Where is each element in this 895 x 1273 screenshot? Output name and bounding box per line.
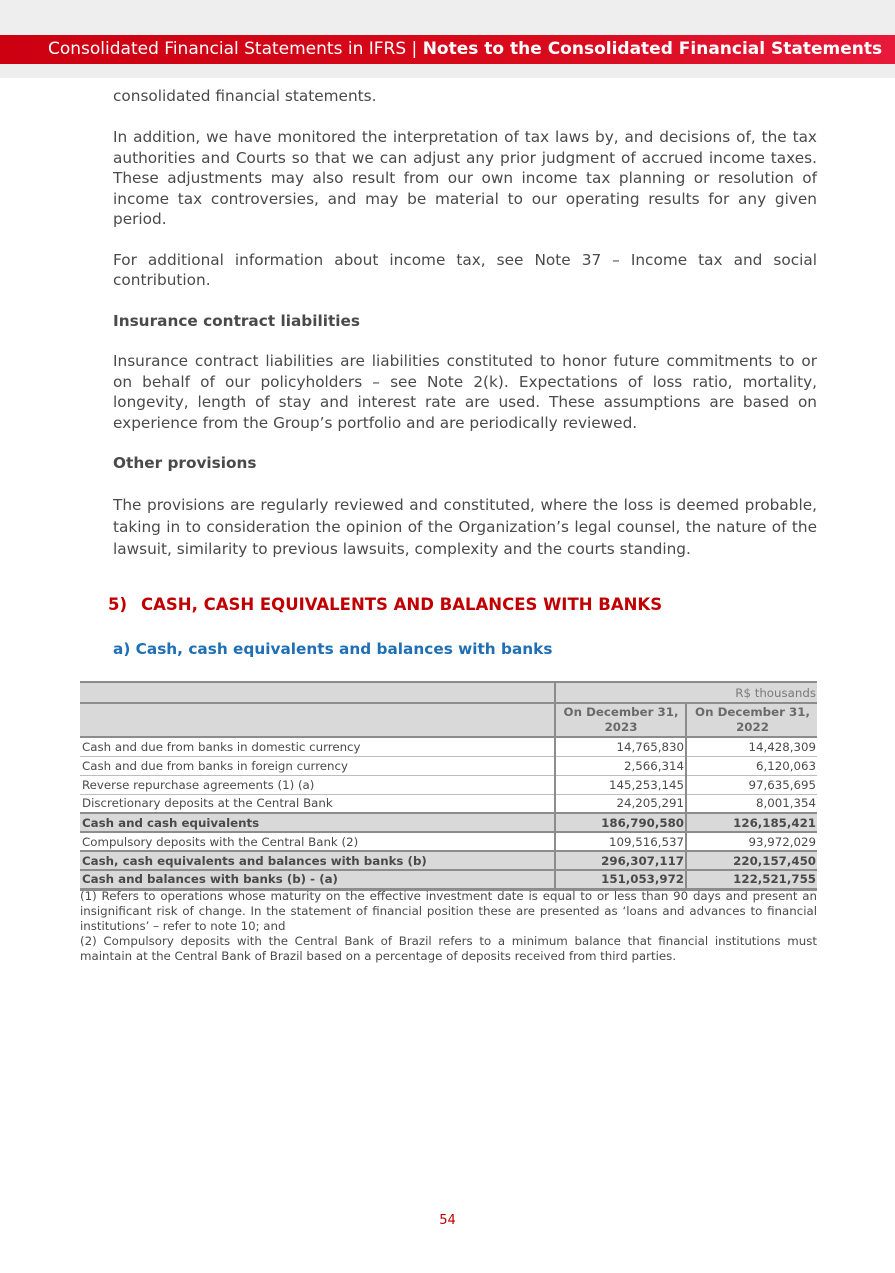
heading-other-provisions: Other provisions [113, 454, 257, 472]
value-2023: 186,790,580 [555, 813, 686, 832]
row-label: Cash and balances with banks (b) - (a) [80, 870, 555, 889]
column-header-2023: On December 31, 2023 [555, 703, 686, 737]
value-2023: 109,516,537 [555, 832, 686, 851]
value-2023: 151,053,972 [555, 870, 686, 889]
subsection-title: a) Cash, cash equivalents and balances with banks [113, 640, 553, 658]
value-2023: 2,566,314 [555, 756, 686, 775]
row-label: Cash and due from banks in domestic currency [80, 737, 555, 756]
footnote-2: (2) Compulsory deposits with the Central Bank of Brazil refers to a minimum balance that financial institutions must maintain at the Central Bank of Brazil based on a percentage of deposits received from third parties. [80, 934, 817, 963]
row-label: Discretionary deposits at the Central Bank [80, 794, 555, 813]
table-header-row [80, 703, 817, 737]
table-row [80, 832, 817, 851]
paragraph-income-tax-note: For additional information about income tax, see Note 37 – Income tax and social contribution. [113, 250, 817, 289]
header-under-strip [0, 64, 895, 78]
page-header [0, 35, 895, 64]
table-total-row [80, 870, 817, 889]
table-total-row [80, 851, 817, 870]
header-left-title: Consolidated Financial Statements in IFRS | [48, 39, 418, 59]
value-2023: 24,205,291 [555, 794, 686, 813]
value-2022: 93,972,029 [686, 832, 817, 851]
value-2023: 145,253,145 [555, 775, 686, 794]
value-2022: 220,157,450 [686, 851, 817, 870]
column-header-2022: On December 31, 2022 [686, 703, 817, 737]
row-label: Compulsory deposits with the Central Bank (2) [80, 832, 555, 851]
body-text [113, 86, 817, 560]
section-title-text: CASH, CASH EQUIVALENTS AND BALANCES WITH BANKS [141, 595, 663, 614]
heading-insurance-contract-liabilities: Insurance contract liabilities [113, 311, 360, 330]
table-row [80, 756, 817, 775]
value-2023: 296,307,117 [555, 851, 686, 870]
table-total-row [80, 813, 817, 832]
row-label: Cash, cash equivalents and balances with banks (b) [80, 851, 555, 870]
value-2022: 14,428,309 [686, 737, 817, 756]
page-number: 54 [439, 1213, 456, 1228]
row-label: Cash and cash equivalents [80, 813, 555, 832]
value-2023: 14,765,830 [555, 737, 686, 756]
top-margin-strip [0, 0, 895, 35]
section-title [108, 595, 662, 614]
header-right-title: Notes to the Consolidated Financial Statements [422, 39, 883, 59]
footnote-1: (1) Refers to operations whose maturity on the effective investment date is equal to or less than 90 days and present an insignificant risk of change. In the statement of financial position these are presented as ‘loans and advances to financial institutions’ – refer to note 10; and [80, 889, 817, 933]
value-2022: 126,185,421 [686, 813, 817, 832]
value-2022: 97,635,695 [686, 775, 817, 794]
table-row [80, 737, 817, 756]
value-2022: 8,001,354 [686, 794, 817, 813]
paragraph-insurance-liabilities: Insurance contract liabilities are liabilities constituted to honor future commitments to or on behalf of our policyholders – see Note 2(k). Expectations of loss ratio, mortality, longevity, length of stay and interest rate are used. These assumptions are based on experience from the Group’s portfolio and are periodically reviewed. [113, 352, 817, 432]
table-units: R$ thousands [555, 682, 817, 703]
table-units-row [80, 682, 817, 703]
paragraph-continuation: consolidated financial statements. [113, 87, 377, 105]
table-row [80, 775, 817, 794]
value-2022: 6,120,063 [686, 756, 817, 775]
cash-equivalents-table [80, 681, 817, 891]
value-2022: 122,521,755 [686, 870, 817, 889]
row-label: Reverse repurchase agreements (1) (a) [80, 775, 555, 794]
row-label: Cash and due from banks in foreign currency [80, 756, 555, 775]
table-row [80, 794, 817, 813]
section-number: 5) [108, 595, 128, 614]
paragraph-tax-laws: In addition, we have monitored the interpretation of tax laws by, and decisions of, the tax authorities and Courts so that we can adjust any prior judgment of accrued income taxes. These adjustments may also result from our own income tax planning or resolution of income tax controversies, and may be material to our operating results for any given period. [113, 128, 817, 228]
table-footnotes [80, 889, 817, 964]
paragraph-other-provisions: The provisions are regularly reviewed and constituted, where the loss is deemed probable, taking in to consideration the opinion of the Organization’s legal counsel, the nature of the lawsuit, similarity to previous lawsuits, complexity and the courts standing. [113, 495, 817, 558]
